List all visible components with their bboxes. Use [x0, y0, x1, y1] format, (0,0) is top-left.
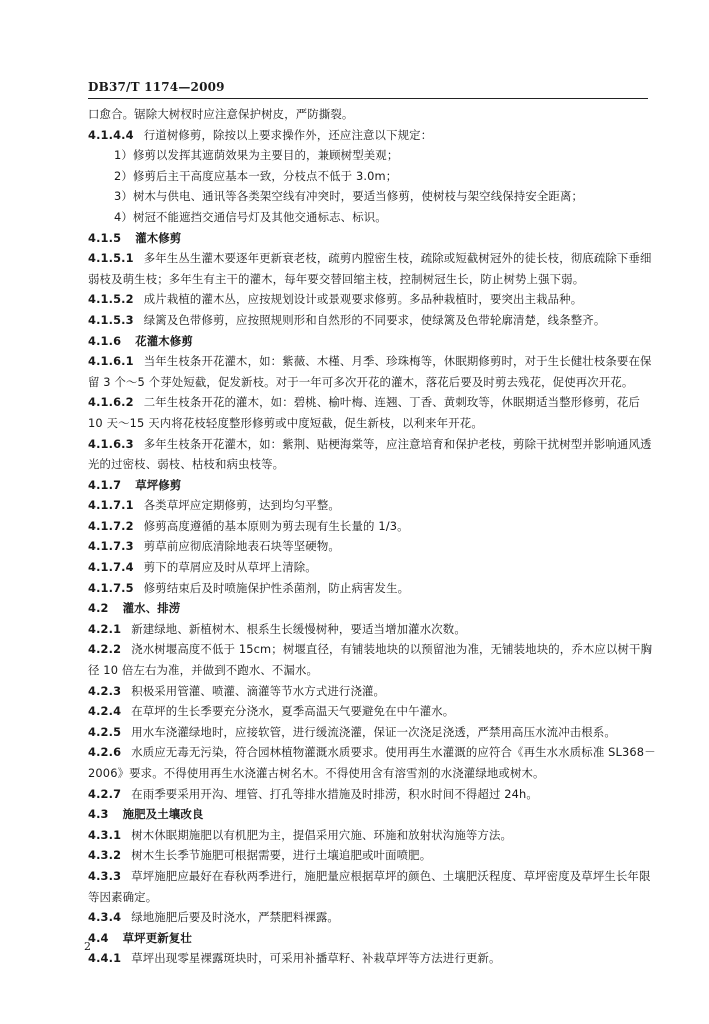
section-heading	[88, 804, 656, 825]
clause-text: 4）树冠不能遮挡交通信号灯及其他交通标志、标识。	[114, 209, 387, 224]
header-rule	[88, 98, 648, 99]
clause-text: 在雨季要采用开沟、埋管、打孔等排水措施及时排涝，积水时间不得超过 24h。	[131, 786, 538, 801]
clause-number: 4.2.7	[88, 786, 122, 801]
clause-number: 4.1.5.2	[88, 292, 134, 307]
clause-number: 4.3	[88, 807, 109, 822]
clause-text: 草坪施肥应最好在春秋两季进行，施肥量应根据草坪的颜色、土壤肥沃程度、草坪密度及草坪生长年限等因素确定。	[88, 868, 651, 904]
clause-number: 4.1.7.1	[88, 498, 134, 513]
clause-paragraph	[88, 125, 656, 146]
clause-text: 浇水树堰高度不低于 15cm；树堰直径，有铺装地块的以预留池为准，无铺装地块的，乔木应以树干胸径 10 倍左右为准，并做到不跑水、不漏水。	[88, 642, 653, 678]
clause-number: 4.3.1	[88, 827, 122, 842]
clause-paragraph	[88, 619, 656, 640]
clause-number: 4.3.4	[88, 910, 122, 925]
clause-text: 绿篱及色带修剪，应按照规则形和自然形的不同要求，使绿篱及色带轮廓清楚，线条整齐。	[143, 312, 606, 327]
section-heading	[88, 598, 656, 619]
clause-paragraph	[88, 701, 656, 722]
list-item	[88, 186, 656, 207]
clause-paragraph	[88, 392, 656, 433]
clause-paragraph	[88, 722, 656, 743]
clause-number: 4.4.1	[88, 951, 122, 966]
clause-text: 修剪结束后及时喷施保护性杀菌剂，防止病害发生。	[143, 580, 410, 595]
clause-paragraph	[88, 639, 656, 680]
clause-number: 4.1.7.2	[88, 518, 134, 533]
clause-number: 4.1.6.3	[88, 436, 134, 451]
clause-paragraph	[88, 948, 656, 969]
clause-text: 用水车浇灌绿地时，应接软管，进行缓流浇灌，保证一次浇足浇透，严禁用高压水流冲击根系。	[131, 724, 616, 739]
clause-number: 4.1.5.3	[88, 312, 134, 327]
clause-number: 4.2.1	[88, 621, 122, 636]
paragraph-continuation	[88, 104, 656, 125]
clause-number: 4.1.5	[88, 230, 122, 245]
clause-number: 4.1.4.4	[88, 127, 134, 142]
clause-text: 绿地施肥后要及时浇水，严禁肥料裸露。	[131, 910, 339, 925]
clause-number: 4.1.7	[88, 477, 122, 492]
clause-text: 口愈合。锯除大树杈时应注意保护树皮，严防撕裂。	[88, 107, 354, 121]
clause-number: 4.2.6	[88, 745, 122, 760]
clause-text: 多年生枝条开花灌木，如：紫荆、贴梗海棠等，应注意培育和保护老枝，剪除干扰树型并影响通风透光的过密枝、弱枝、枯枝和病虫枝等。	[88, 436, 652, 472]
clause-paragraph	[88, 742, 656, 783]
section-heading	[88, 928, 656, 949]
clause-paragraph	[88, 310, 656, 331]
clause-text: 草坪更新复壮	[122, 930, 192, 945]
section-heading	[88, 475, 656, 496]
clause-number: 4.1.7.4	[88, 560, 134, 575]
clause-text: 二年生枝条开花的灌木，如：碧桃、榆叶梅、连翘、丁香、黄刺玫等，休眠期适当整形修剪，花后 10 天～15 天内将花枝轻度整形修剪或中度短截，促生新枝，以利来年开花。	[88, 395, 640, 430]
clause-paragraph	[88, 681, 656, 702]
clause-text: 积极采用管灌、喷灌、滴灌等节水方式进行浇灌。	[131, 683, 386, 698]
clause-number: 4.2.4	[88, 704, 122, 719]
clause-text: 各类草坪应定期修剪，达到均匀平整。	[143, 498, 340, 513]
clause-paragraph	[88, 784, 656, 805]
clause-number: 4.2.2	[88, 642, 122, 657]
clause-number: 4.3.2	[88, 848, 122, 863]
clause-number: 4.2	[88, 601, 109, 616]
document-body	[88, 104, 656, 969]
clause-text: 新建绿地、新植树木、根系生长缓慢树种，要适当增加灌水次数。	[131, 621, 466, 636]
clause-number: 4.1.6.2	[88, 395, 134, 410]
clause-number: 4.3.3	[88, 868, 122, 883]
clause-text: 灌水、排涝	[122, 601, 181, 616]
clause-paragraph	[88, 866, 656, 907]
clause-number: 4.1.7.3	[88, 539, 134, 554]
clause-text: 多年生丛生灌木要逐年更新衰老枝，疏剪内膛密生枝，疏除或短截树冠外的徒长枝，彻底疏除下垂细弱枝及萌生枝；多年生有主干的灌木，每年要交替回缩主枝，控制树冠生长，防止树势上强下弱。	[88, 251, 652, 286]
page-number: 2	[84, 940, 91, 953]
clause-paragraph	[88, 536, 656, 557]
clause-text: 草坪修剪	[135, 477, 182, 492]
clause-paragraph	[88, 351, 656, 392]
clause-text: 树木休眠期施肥以有机肥为主，提倡采用穴施、环施和放射状沟施等方法。	[131, 827, 513, 842]
clause-text: 修剪高度遵循的基本原则为剪去现有生长量的 1/3。	[143, 518, 409, 533]
clause-number: 4.1.7.5	[88, 580, 134, 595]
clause-text: 水质应无毒无污染，符合园林植物灌溉水质要求。使用再生水灌溉的应符合《再生水水质标准 SL368－2006》要求。不得使用再生水浇灌古树名木。不得使用含有溶雪剂的水浇灌绿地或树木。	[88, 745, 656, 780]
section-heading	[88, 331, 656, 352]
clause-paragraph	[88, 289, 656, 310]
standard-code: DB37/T 1174—2009	[88, 80, 225, 94]
clause-text: 1）修剪以发挥其遮荫效果为主要目的，兼顾树型美观；	[114, 148, 399, 163]
clause-number: 4.2.5	[88, 724, 122, 739]
clause-paragraph	[88, 434, 656, 475]
clause-paragraph	[88, 557, 656, 578]
clause-text: 行道树修剪，除按以上要求操作外，还应注意以下规定：	[143, 127, 433, 142]
clause-text: 剪草前应彻底清除地表石块等坚硬物。	[143, 539, 340, 554]
clause-number: 4.1.6	[88, 333, 122, 348]
clause-paragraph	[88, 825, 656, 846]
clause-number: 4.4	[88, 930, 109, 945]
clause-number: 4.1.6.1	[88, 354, 134, 369]
clause-text: 花灌木修剪	[135, 333, 193, 348]
clause-text: 草坪出现零星裸露斑块时，可采用补播草籽、补栽草坪等方法进行更新。	[131, 951, 501, 966]
clause-paragraph	[88, 907, 656, 928]
clause-text: 2）修剪后主干高度应基本一致，分枝点不低于 3.0m；	[114, 168, 398, 183]
clause-text: 当年生枝条开花灌木，如：紫薇、木槿、月季、珍珠梅等，休眠期修剪时，对于生长健壮枝条要在保留 3 个～5 个芽处短截，促发新枝。对于一年可多次开花的灌木，落花后要及时剪去残花，促使再次开花。	[88, 354, 652, 389]
clause-text: 剪下的草屑应及时从草坪上清除。	[143, 560, 317, 575]
clause-paragraph	[88, 495, 656, 516]
list-item	[88, 145, 656, 166]
list-item	[88, 166, 656, 187]
clause-number: 4.2.3	[88, 683, 122, 698]
clause-paragraph	[88, 845, 656, 866]
list-item	[88, 207, 656, 228]
section-heading	[88, 228, 656, 249]
clause-text: 灌木修剪	[135, 230, 182, 245]
clause-text: 3）树木与供电、通讯等各类架空线有冲突时，要适当修剪，使树枝与架空线保持安全距离；	[114, 189, 584, 204]
clause-paragraph	[88, 248, 656, 289]
clause-paragraph	[88, 516, 656, 537]
clause-text: 树木生长季节施肥可根据需要，进行土壤追肥或叶面喷肥。	[131, 848, 432, 863]
clause-text: 施肥及土壤改良	[122, 807, 204, 822]
clause-text: 成片栽植的灌木丛，应按规划设计或景观要求修剪。多品种栽植时，要突出主栽品种。	[143, 292, 583, 307]
clause-text: 在草坪的生长季要充分浇水，夏季高温天气要避免在中午灌水。	[131, 704, 455, 719]
clause-number: 4.1.5.1	[88, 251, 134, 266]
clause-paragraph	[88, 578, 656, 599]
